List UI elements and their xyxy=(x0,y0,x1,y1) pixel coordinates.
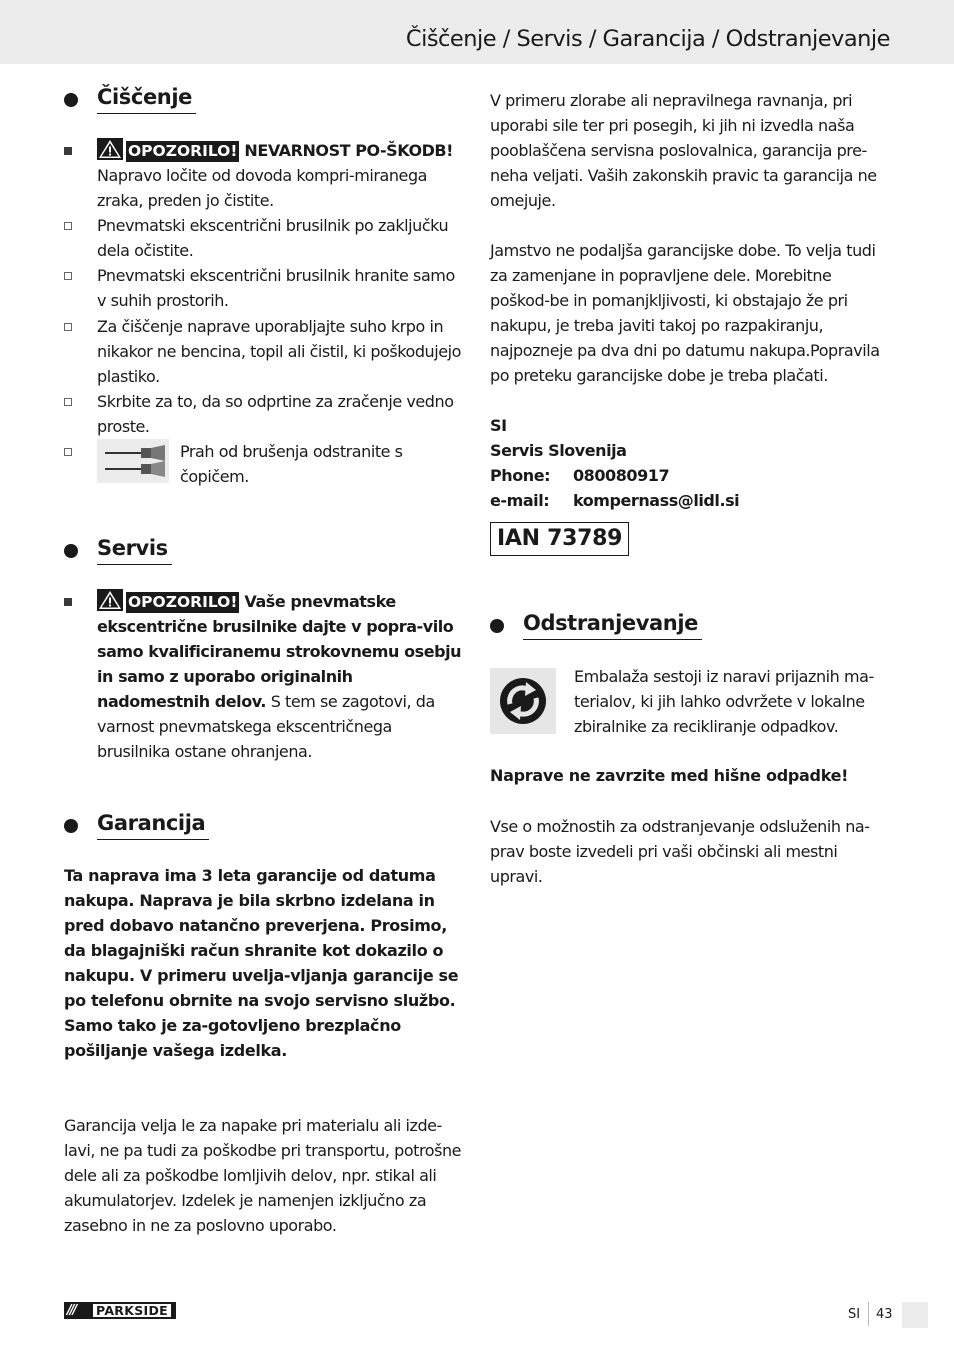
phone-label: Phone: xyxy=(490,466,551,485)
service-contact xyxy=(490,413,890,513)
ian-number: IAN 73789 xyxy=(490,522,629,556)
parkside-logo xyxy=(64,1302,176,1319)
checkbox-bullet xyxy=(64,222,72,230)
bullet-dot xyxy=(64,544,78,558)
brush-instruction: Prah od brušenja odstranite s čopičem. xyxy=(180,442,403,486)
bullet-dot xyxy=(64,819,78,833)
checkbox-bullet xyxy=(64,448,72,456)
page-number: 43 xyxy=(876,1307,893,1322)
warning-triangle-icon xyxy=(97,138,123,160)
cleaning-warning-item xyxy=(64,138,464,213)
logo-slashes: /// xyxy=(67,1303,76,1318)
recycle-icon xyxy=(490,668,556,734)
warning-text: S tem se zagotovi, da varnost pnevmatskega ekscentričnega brusilnika ostane ohranjena. xyxy=(97,692,435,761)
warranty-paragraph: V primeru zlorabe ali nepravilnega ravnanja, pri uporabi sile ter pri posegih, ki jih ni izvedla naša pooblaščena servisna poslovalnica, garancija pre-neha veljati. Vaših zakonskih pravic ta garancija ne omejuje. xyxy=(490,91,877,210)
square-bullet xyxy=(64,147,72,155)
list-item-text: Pnevmatski ekscentrični brusilnik hranite samo v suhih prostorih. xyxy=(97,266,455,310)
footer-divider xyxy=(868,1302,869,1326)
checkbox-bullet xyxy=(64,323,72,331)
disposal-paragraph: Vse o možnostih za odstranjevanje odsluženih na-prav boste izvedeli pri vaši občinski ali mestni upravi. xyxy=(490,817,870,886)
contact-country: SI xyxy=(490,416,507,435)
bullet-dot xyxy=(490,619,504,633)
phone-number: 080080917 xyxy=(573,466,670,485)
list-item-text: Pnevmatski ekscentrični brusilnik po zaključku dela očistite. xyxy=(97,216,449,260)
footer-tab-marker xyxy=(902,1302,928,1328)
checkbox-bullet xyxy=(64,272,72,280)
section-title: Čiščenje xyxy=(97,84,196,114)
list-item-text: Za čiščenje naprave uporabljajte suho krpo in nikakor ne bencina, topil ali čistil, ki poškodujejo plastiko. xyxy=(97,317,461,386)
warning-label: OPOZORILO! xyxy=(128,142,238,160)
square-bullet xyxy=(64,598,72,606)
warranty-paragraph: Garancija velja le za napake pri materialu ali izde-lavi, ne pa tudi za poškodbe pri transportu, potrošne dele ali za poškodbe lomljivih delov, npr. stikal ali akumulatorjev. Izdelek je namenjen izključno za zasebno in ne za poslovno uporabo. xyxy=(64,1116,462,1235)
list-item xyxy=(64,389,464,439)
brush-icon xyxy=(97,439,169,483)
list-item xyxy=(64,263,464,313)
list-item-text: Skrbite za to, da so odprtine za zračenje vedno proste. xyxy=(97,392,454,436)
warranty-paragraph: Jamstvo ne podaljša garancijske dobe. To velja tudi za zamenjane in popravljene dele. Morebitne poškod-be in pomanjkljivosti, ki obstajajo že pri nakupu, je treba javiti takoj po razpakiranju, najpozneje pa dva dni po datumu nakupa.Popravila po preteku garancijske dobe je treba plačati. xyxy=(490,241,880,385)
service-warning-item xyxy=(64,589,464,764)
contact-name: Servis Slovenija xyxy=(490,441,627,460)
footer-language: SI xyxy=(848,1307,861,1322)
email-label: e-mail: xyxy=(490,491,550,510)
list-item xyxy=(64,314,464,389)
warning-heading: Vaše pnevmatske ekscentrične brusilnike dajte v popra-vilo samo kvalificiranemu strokovnemu osebju in samo z uporabo originalnih nadomestnih delov. xyxy=(97,592,462,711)
list-item xyxy=(64,213,464,263)
section-heading-warranty xyxy=(64,810,209,842)
section-heading-disposal xyxy=(490,610,702,642)
warning-label: OPOZORILO! xyxy=(128,593,238,611)
section-heading-service xyxy=(64,535,172,567)
bullet-dot xyxy=(64,93,78,107)
warning-text: Napravo ločite od dovoda kompri-miranega zraka, preden jo čistite. xyxy=(97,166,428,210)
checkbox-bullet xyxy=(64,398,72,406)
section-title: Garancija xyxy=(97,810,209,840)
section-title: Odstranjevanje xyxy=(523,610,702,640)
logo-brand: PARKSIDE xyxy=(93,1304,171,1317)
section-title: Servis xyxy=(97,535,172,565)
warning-triangle-icon xyxy=(97,589,123,611)
disposal-warning: Naprave ne zavrzite med hišne odpadke! xyxy=(490,766,849,785)
page-title: Čiščenje / Servis / Garancija / Odstranjevanje xyxy=(405,26,890,52)
email-address: kompernass@lidl.si xyxy=(573,491,740,510)
packaging-text: Embalaža sestoji iz naravi prijaznih ma-terialov, ki jih lahko odvržete v lokalne zbiralnike za recikliranje odpadkov. xyxy=(574,667,874,736)
list-item-brush xyxy=(64,439,464,489)
warning-heading: NEVARNOST PO-ŠKODB! xyxy=(244,141,454,160)
page-header xyxy=(0,0,954,64)
warranty-bold-paragraph: Ta naprava ima 3 leta garancije od datuma nakupa. Naprava je bila skrbno izdelana in pred dobavo natančno preverjena. Prosimo, da blagajniški račun shranite kot dokazilo o nakupu. V primeru uvelja-vljanja garancije se po telefonu obrnite na svojo servisno službo. Samo tako je za-gotovljeno brezplačno pošiljanje vašega izdelka. xyxy=(64,866,459,1060)
section-heading-cleaning xyxy=(64,84,196,116)
